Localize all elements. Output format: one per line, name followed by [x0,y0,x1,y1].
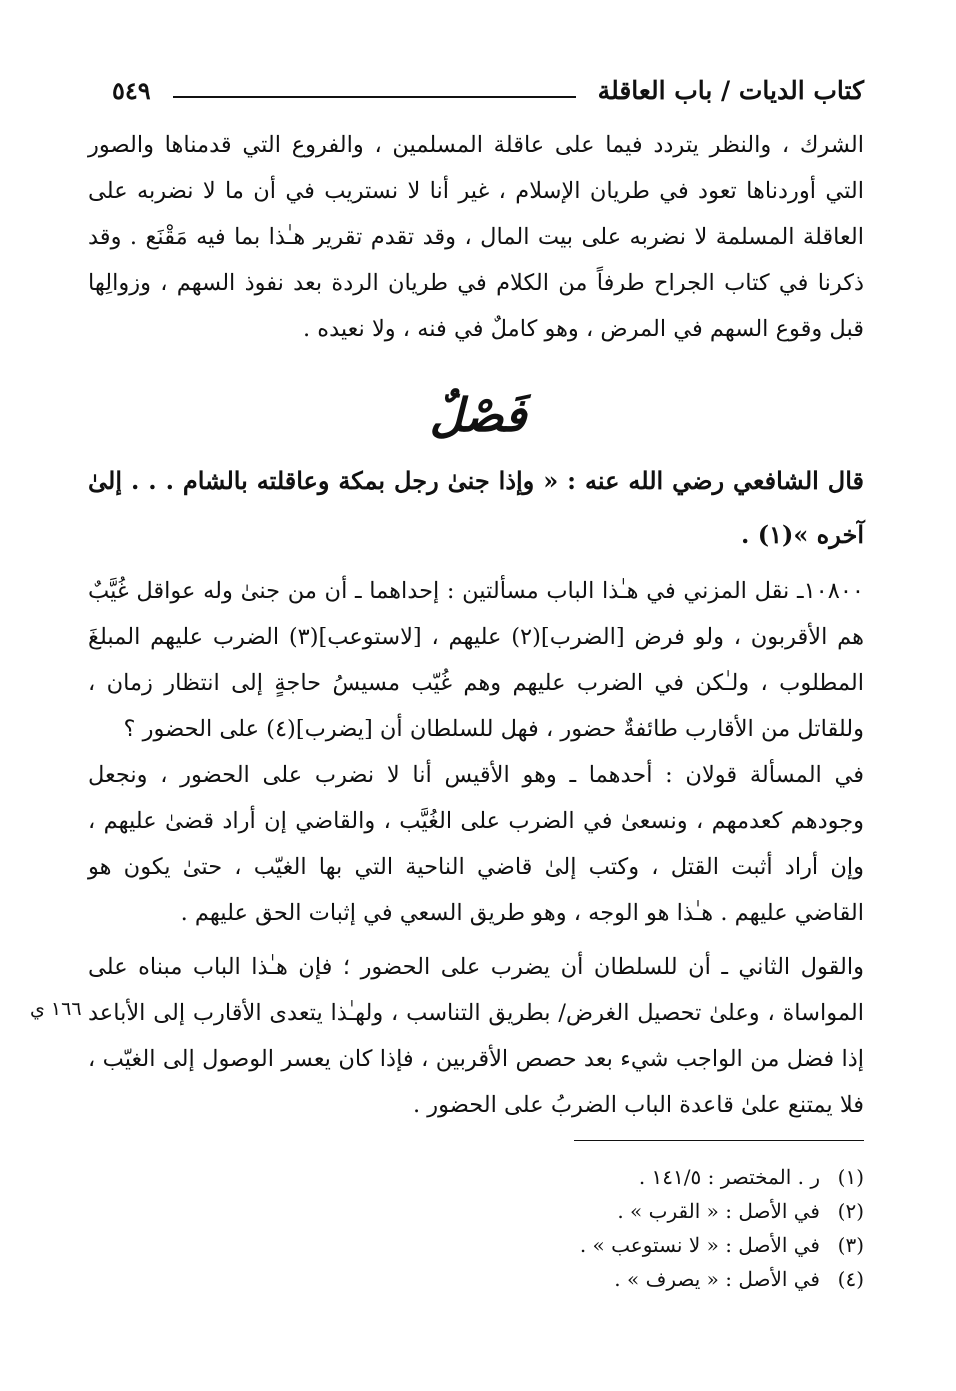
footnote-text: ر . المختصر : ١٤١/٥ . [638,1165,820,1189]
paragraph-second-opinion: والقول الثاني ـ أن للسلطان أن يضرب على الحضور ؛ فإن هـٰذا الباب مبناه على المواساة ، وعلىٰ تحصيل الغرض/ بطريق التناسب ، ولهـٰذا يتعدى الأقارب إلى الأباعد إذا فضل من الواجب شيء بعد حصص الأقربين ، فإذا كان يعسر الوصول إلى الغيّب ، فلا يمتنع علىٰ قاعدة الباب الضربُ على الحضور . [88,954,864,1118]
chapter-title: كتاب الديات / باب العاقلة [597,75,864,105]
page-number: ٥٤٩ [112,75,151,105]
footnote-item [420,1262,864,1296]
footnote-number: (١) [837,1165,864,1189]
section-heading: فَصْلٌ [429,388,527,442]
footnote-number: (٤) [837,1267,864,1291]
footnote-number: (٢) [837,1199,864,1223]
paragraph-top: الشرك ، والنظر يتردد فيما على عاقلة المسلمين ، والفروع التي قدمناها والصور التي أوردناها تعود في طريان الإسلام ، غير أنا لا نستريب في أن ما لا نضربه على العاقلة المسلمة لا نضربه على بيت المال ، وقد تقدم تقرير هـٰذا بما فيه مَقْنَع . وقد ذكرنا في كتاب الجراح طرفاً من الكلام في طريان الردة بعد نفوذ السهم ، وزوالِها قبل وقوع السهم في المرض ، وهو كاملٌ في فنه ، ولا نعيده . [88,132,864,342]
footnote-text: في الأصل : « لا نستوعب » . [579,1233,820,1257]
paragraph-10800: ١٠٨٠٠ـ نقل المزني في هـٰذا الباب مسألتين : إحداهما ـ أن من جنىٰ وله عواقل غُيَّبٌ هم الأقربون ، ولو فرض [الضرب](٢) عليهم ، [لاستوعب](٣) الضرب عليهم المبلغَ المطلوب ، ولـٰكن في الضرب عليهم وهم غُيّب مسيسُ حاجةٍ إلى انتظار زمان ، وللقاتل من الأقارب طائفةٌ حضور ، فهل للسلطان أن [يضرب](٤) على الحضور ؟ [88,578,864,742]
paragraph-two-opinions: في المسألة قولان : أحدهما ـ وهو الأقيس أنا لا نضرب على الحضور ، ونجعل وجودهم كعدمهم ، ونسعىٰ في الضرب على الغُيَّب ، والقاضي إن أراد قضىٰ عليهم ، وإن أراد أثبت القتل ، وكتب إلىٰ قاضي الناحية التي بها الغيّب ، حتىٰ يكون هو القاضي عليهم . هـٰذا هو الوجه ، وهو طريق السعي في إثبات الحق عليهم . [88,762,864,926]
footnote-item [420,1160,864,1194]
footnote-item [420,1194,864,1228]
footnote-item [420,1228,864,1262]
footnote-text: في الأصل : « يصرف » . [614,1267,820,1291]
footnote-divider [574,1140,864,1141]
running-header [112,68,864,112]
header-rule [173,96,576,98]
footnote-number: (٣) [837,1233,864,1257]
footnotes-list [420,1160,864,1296]
shafii-quote: قال الشافعي رضي الله عنه : « وإذا جنىٰ رجل بمكة وعاقلته بالشام . . . إلىٰ آخره »(١) . [88,466,864,549]
footnote-text: في الأصل : « القرب » . [617,1199,820,1223]
margin-folio-note: ١٦٦ ي [30,998,82,1020]
